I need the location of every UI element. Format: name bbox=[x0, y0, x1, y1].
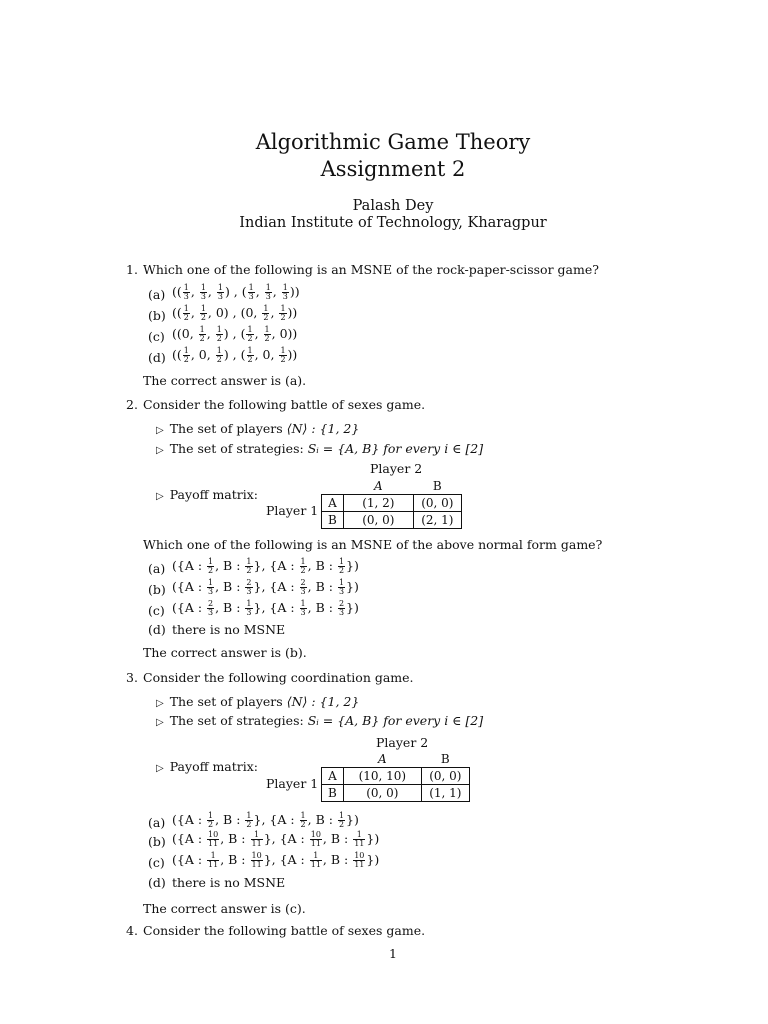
q2-cell: (2, 1) bbox=[413, 512, 461, 529]
author-affiliation: Indian Institute of Technology, Kharagpur bbox=[239, 215, 547, 231]
triangle-bullet-icon: ▷ bbox=[156, 698, 164, 709]
q1-number: 1. bbox=[126, 262, 138, 277]
q2-option-c-label: (c) bbox=[148, 603, 165, 618]
q1-answer: The correct answer is (a). bbox=[143, 373, 307, 388]
table-row bbox=[322, 512, 462, 529]
q2-cell: (0, 0) bbox=[343, 512, 413, 529]
q2-answer: The correct answer is (b). bbox=[143, 645, 307, 660]
q2-question: Which one of the following is an MSNE of the above normal form game? bbox=[143, 537, 603, 552]
q3-option-d-text: there is no MSNE bbox=[172, 875, 286, 890]
q2-option-d-text: there is no MSNE bbox=[172, 622, 286, 637]
q3-player2-label: Player 2 bbox=[376, 735, 429, 750]
triangle-bullet-icon: ▷ bbox=[156, 717, 164, 728]
q2-row-header: B bbox=[322, 512, 344, 529]
q3-cell: (1, 1) bbox=[421, 785, 469, 802]
q2-player2-label: Player 2 bbox=[370, 461, 423, 476]
q2-col-header: A bbox=[373, 479, 383, 493]
q3-text: Consider the following coordination game. bbox=[143, 670, 414, 685]
q2-cell: (0, 0) bbox=[413, 495, 461, 512]
q2-option-b-label: (b) bbox=[148, 582, 166, 597]
title-line-2: Assignment 2 bbox=[320, 157, 466, 181]
q3-col-header: B bbox=[440, 752, 450, 766]
q1-option-d-label: (d) bbox=[148, 350, 166, 365]
table-row bbox=[322, 785, 470, 802]
q2-col-header: B bbox=[432, 479, 442, 493]
q3-answer: The correct answer is (c). bbox=[143, 901, 306, 916]
table-row bbox=[322, 768, 470, 785]
triangle-bullet-icon: ▷ bbox=[156, 491, 164, 502]
q3-option-b-math: ({A : $\frac{10}{11}$ , B : $\frac{1}{11}$ }, {A : $\frac{10}{11}$ , B : $\frac{1}{11}$ }) bbox=[172, 830, 380, 848]
q2-option-b-math: ({A : $\frac{1}{3}$ , B : $\frac{2}{3}$ }, {A : $\frac{2}{3}$ , B : $\frac{1}{3}$ }) bbox=[172, 578, 359, 596]
q3-players-item: ▷ The set of players ⟨N⟩ : {1, 2} bbox=[156, 694, 360, 709]
triangle-bullet-icon: ▷ bbox=[156, 425, 164, 436]
q3-row-header: B bbox=[322, 785, 344, 802]
table-row bbox=[322, 495, 462, 512]
q2-player1-label: Player 1 bbox=[266, 503, 319, 518]
q2-row-header: A bbox=[322, 495, 344, 512]
q3-cell: (0, 0) bbox=[421, 768, 469, 785]
title-line-1: Algorithmic Game Theory bbox=[255, 130, 531, 154]
q2-payoff-item: ▷ Payoff matrix: bbox=[156, 487, 259, 502]
q1-option-b-math: (( $\frac{1}{2}$ , $\frac{1}{2}$ , 0) , (0, $\frac{1}{2}$ , $\frac{1}{2}$ )) bbox=[172, 304, 298, 322]
q2-strategies-item: ▷ The set of strategies: Sᵢ = {A, B} for every i ∈ [2] bbox=[156, 441, 484, 456]
q2-option-a-label: (a) bbox=[148, 561, 166, 576]
q2-payoff-matrix bbox=[321, 478, 462, 529]
q3-option-a-label: (a) bbox=[148, 815, 166, 830]
q2-cell: (1, 2) bbox=[343, 495, 413, 512]
q1-option-b-label: (b) bbox=[148, 308, 166, 323]
q2-option-d-label: (d) bbox=[148, 622, 166, 637]
q3-option-c-label: (c) bbox=[148, 855, 165, 870]
q2-number: 2. bbox=[126, 397, 138, 412]
q3-cell: (10, 10) bbox=[343, 768, 421, 785]
q3-payoff-item: ▷ Payoff matrix: bbox=[156, 759, 259, 774]
q1-option-c-math: ((0, $\frac{1}{2}$ , $\frac{1}{2}$ ) , ( $\frac{1}{2}$ , $\frac{1}{2}$ , 0)) bbox=[172, 325, 298, 343]
page-number: 1 bbox=[389, 946, 397, 961]
q2-option-c-math: ({A : $\frac{2}{3}$ , B : $\frac{1}{3}$ }, {A : $\frac{1}{3}$ , B : $\frac{2}{3}$ }) bbox=[172, 599, 359, 617]
q1-text: Which one of the following is an MSNE of the rock-paper-scissor game? bbox=[143, 262, 599, 277]
q3-option-a-math: ({A : $\frac{1}{2}$ , B : $\frac{1}{2}$ }, {A : $\frac{1}{2}$ , B : $\frac{1}{2}$ }) bbox=[172, 811, 359, 829]
q3-col-header: A bbox=[377, 752, 387, 766]
q4-number: 4. bbox=[126, 923, 138, 938]
q3-player1-label: Player 1 bbox=[266, 776, 319, 791]
q4-text: Consider the following battle of sexes game. bbox=[143, 923, 426, 938]
q1-option-a-math: (( $\frac{1}{3}$ , $\frac{1}{3}$ , $\frac{1}{3}$ ) , ( $\frac{1}{3}$ , $\frac{1}{3}$ , $\frac{1}{3}$ )) bbox=[172, 283, 300, 301]
q3-strategies-item: ▷ The set of strategies: Sᵢ = {A, B} for every i ∈ [2] bbox=[156, 713, 484, 728]
q1-option-c-label: (c) bbox=[148, 329, 165, 344]
q1-option-a-label: (a) bbox=[148, 287, 166, 302]
q3-option-d-label: (d) bbox=[148, 875, 166, 890]
q1-option-d-math: (( $\frac{1}{2}$ , 0, $\frac{1}{2}$ ) , ( $\frac{1}{2}$ , 0, $\frac{1}{2}$ )) bbox=[172, 346, 298, 364]
q3-option-c-math: ({A : $\frac{1}{11}$ , B : $\frac{10}{11}$ }, {A : $\frac{1}{11}$ , B : $\frac{10}{11}$ }) bbox=[172, 851, 380, 869]
q3-option-b-label: (b) bbox=[148, 834, 166, 849]
q3-cell: (0, 0) bbox=[343, 785, 421, 802]
q3-payoff-matrix bbox=[321, 751, 470, 802]
q2-option-a-math: ({A : $\frac{1}{2}$ , B : $\frac{1}{2}$ }, {A : $\frac{1}{2}$ , B : $\frac{1}{2}$ }) bbox=[172, 557, 359, 575]
triangle-bullet-icon: ▷ bbox=[156, 445, 164, 456]
q2-players-item: ▷ The set of players ⟨N⟩ : {1, 2} bbox=[156, 421, 360, 436]
q3-number: 3. bbox=[126, 670, 138, 685]
q2-text: Consider the following battle of sexes game. bbox=[143, 397, 426, 412]
q3-row-header: A bbox=[322, 768, 344, 785]
triangle-bullet-icon: ▷ bbox=[156, 763, 164, 774]
author-name: Palash Dey bbox=[352, 198, 434, 214]
